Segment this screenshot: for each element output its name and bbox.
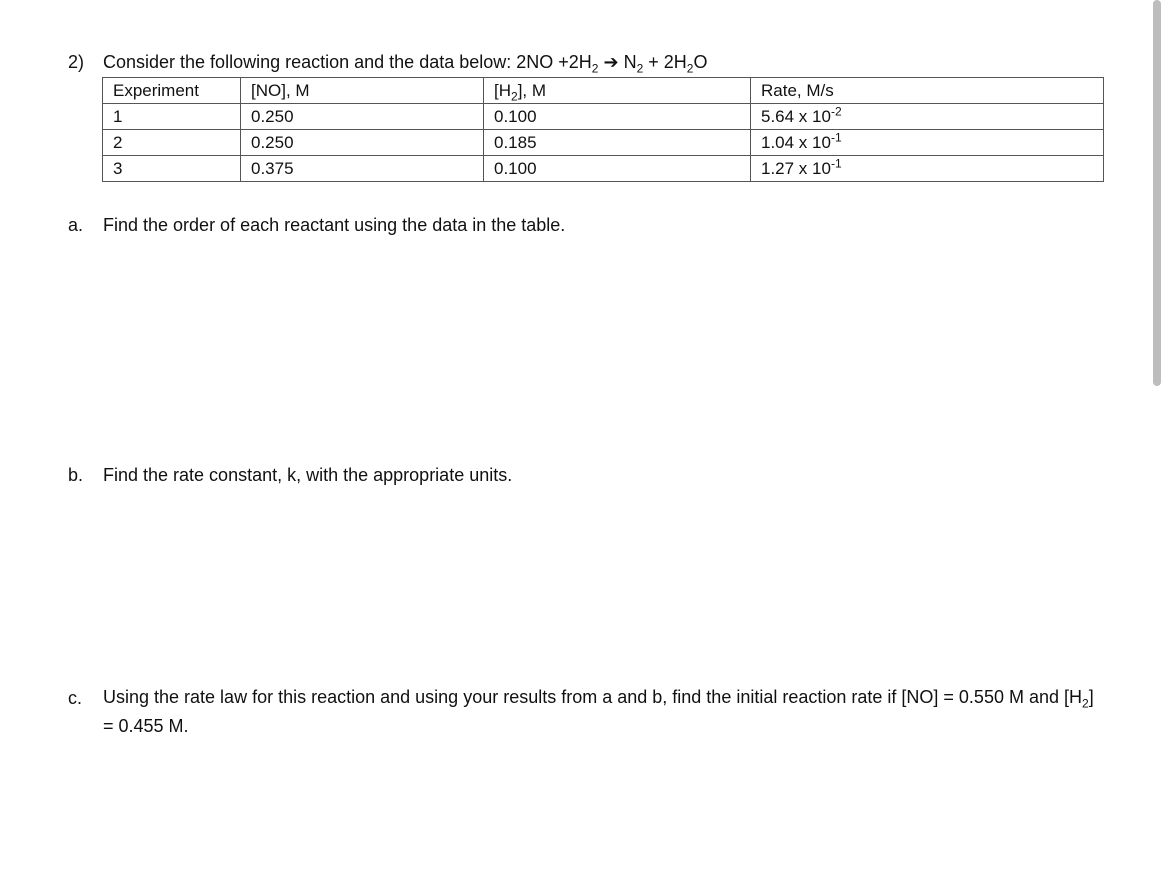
part-b-label: b. bbox=[68, 465, 84, 485]
cell-h2: 0.185 bbox=[484, 130, 751, 156]
part-a-text: Find the order of each reactant using the data in the table. bbox=[103, 215, 566, 235]
question-intro: Consider the following reaction and the data below: $2NO +2H_2$ ➔ $N_2 + 2H_2O$ bbox=[103, 52, 708, 76]
cell-experiment: 1 bbox=[103, 104, 241, 130]
question-number: 2) bbox=[68, 52, 85, 72]
table-row bbox=[103, 104, 1104, 130]
header-no: [NO], M bbox=[241, 78, 484, 104]
rate-data-table bbox=[102, 77, 1104, 182]
header-rate: Rate, M/s bbox=[751, 78, 1104, 104]
cell-experiment: 2 bbox=[103, 130, 241, 156]
cell-rate: 1.04 x $10^{-1}$ bbox=[751, 130, 1104, 156]
cell-h2: 0.100 bbox=[484, 156, 751, 182]
part-a-label: a. bbox=[68, 215, 84, 235]
header-h2: $[H_2]$, M bbox=[484, 78, 751, 104]
table-header-row bbox=[103, 78, 1104, 104]
part-b-text: Find the rate constant, k, with the appropriate units. bbox=[103, 465, 513, 485]
cell-experiment: 3 bbox=[103, 156, 241, 182]
vertical-scrollbar[interactable] bbox=[1153, 0, 1161, 386]
cell-no: 0.250 bbox=[241, 130, 484, 156]
table-row bbox=[103, 156, 1104, 182]
cell-rate: 5.64 x $10^{-2}$ bbox=[751, 104, 1104, 130]
cell-no: 0.250 bbox=[241, 104, 484, 130]
header-experiment: Experiment bbox=[103, 78, 241, 104]
part-c-label: c. bbox=[68, 688, 83, 708]
cell-h2: 0.100 bbox=[484, 104, 751, 130]
cell-rate: 1.27 x $10^{-1}$ bbox=[751, 156, 1104, 182]
table-row bbox=[103, 130, 1104, 156]
part-c-text: Using the rate law for this reaction and using your results from a and b, find the initial reaction rate if [NO] = 0.550 M and $[H_2] = 0.455$ M. bbox=[103, 687, 1094, 736]
cell-no: 0.375 bbox=[241, 156, 484, 182]
